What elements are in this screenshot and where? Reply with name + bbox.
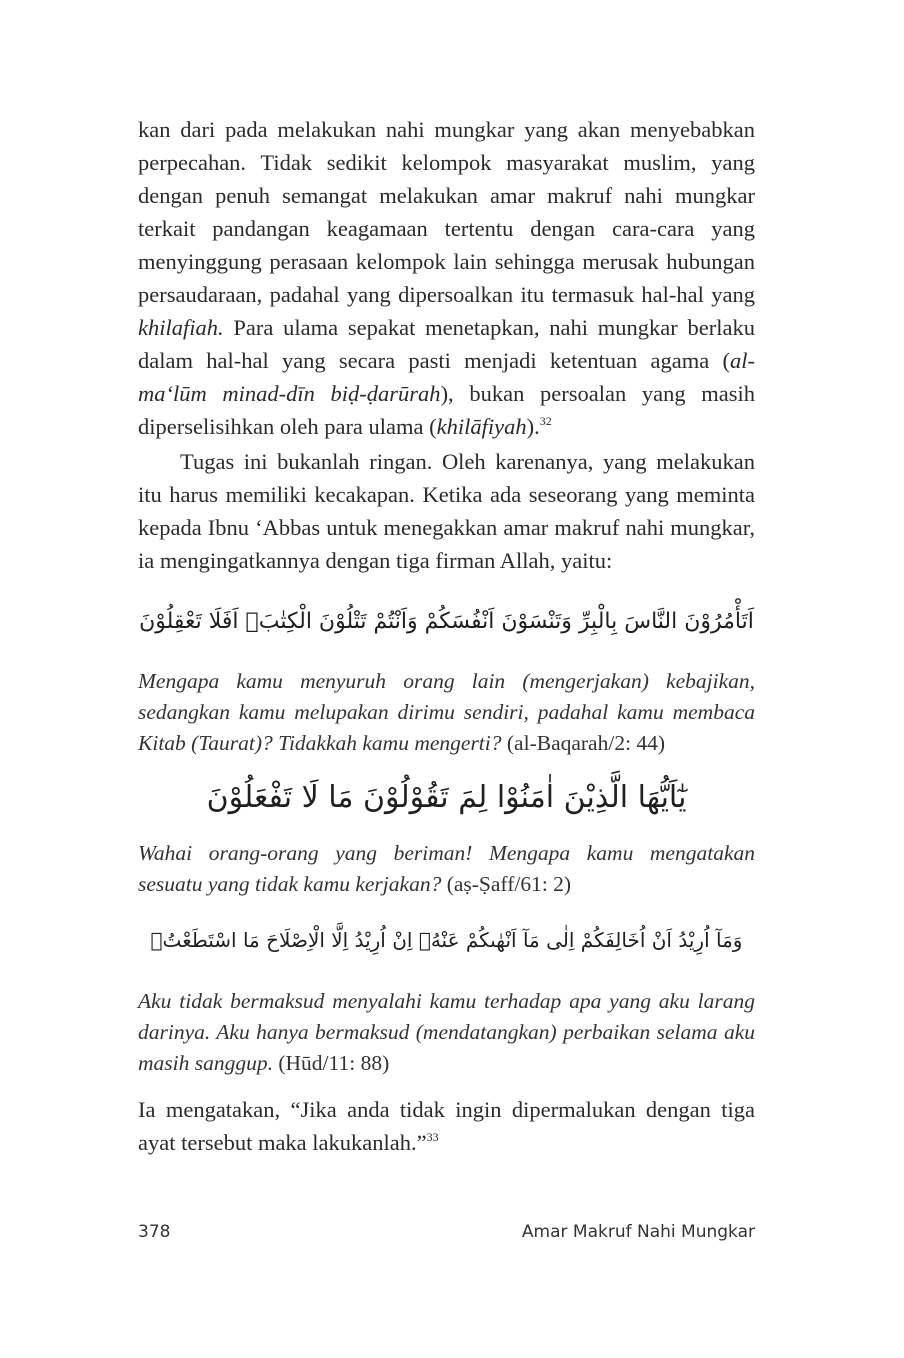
translation-text: Wahai orang-orang yang beriman! Mengapa kamu mengatakan sesuatu yang tidak kamu kerjakan?	[138, 841, 755, 896]
translation-text: Aku tidak bermaksud menyalahi kamu terhadap apa yang aku larang darinya. Aku hanya bermaksud (mendatangkan) perbaikan selama aku masih sanggup.	[138, 989, 755, 1075]
verse-3-arabic	[138, 918, 755, 962]
verse-1-translation	[138, 666, 755, 759]
verse-reference: (al-Baqarah/2: 44)	[506, 731, 666, 755]
footnote-ref-32: 32	[539, 414, 552, 428]
para2-text: Tugas ini bukanlah ringan. Oleh karenanya, yang melakukan itu harus memiliki kecakapan. Ketika ada seseorang yang meminta kepada Ibnu ‘Abbas untuk menegakkan amar makruf nahi mungkar, ia mengingatkannya dengan tiga firman Allah, yaitu:	[138, 449, 755, 573]
verse-2-arabic	[138, 776, 755, 820]
para1-text-b: Para ulama sepakat menetapkan, nahi mungkar berlaku dalam hal-hal yang secara pasti menjadi ketentuan agama (	[138, 315, 755, 373]
closing-text: Ia mengatakan, “Jika anda tidak ingin dipermalukan dengan tiga ayat tersebut maka lakukanlah.”	[138, 1097, 755, 1155]
verse-2-translation	[138, 838, 755, 900]
closing-paragraph	[138, 1093, 755, 1159]
verse-reference: (aṣ-Ṣaff/61: 2)	[446, 872, 572, 896]
paragraph-2	[138, 445, 755, 577]
para1-text-c: ), bukan persoalan yang masih diperselisihkan oleh para ulama (	[138, 381, 755, 439]
running-head: Amar Makruf Nahi Mungkar	[521, 1222, 755, 1242]
verse-reference: (Hūd/11: 88)	[278, 1051, 390, 1075]
arabic-verse-text: يٰٓاَيُّهَا الَّذِيْنَ اٰمَنُوْا لِمَ تَقُوْلُوْنَ مَا لَا تَفْعَلُوْنَ	[206, 780, 687, 815]
arabic-verse-text: اَتَأْمُرُوْنَ النَّاسَ بِالْبِرِّ وَتَنْسَوْنَ اَنْفُسَكُمْ وَاَنْتُمْ تَتْلُوْنَ الْكِتٰبَۗ اَفَلَا تَعْقِلُوْنَ	[139, 609, 754, 634]
translation-text: Mengapa kamu menyuruh orang lain (mengerjakan) kebajikan, sedangkan kamu melupakan dirimu sendiri, padahal kamu membaca Kitab (Taurat)? Tidakkah kamu mengerti?	[138, 669, 755, 755]
page-number: 378	[138, 1222, 171, 1242]
footnote-ref-33: 33	[426, 1130, 439, 1144]
para1-term-maklum: al-ma‘lūm minad-dīn biḍ-ḍarūrah	[138, 348, 755, 406]
para1-term-khilafiyah: khilāfiyah	[436, 414, 527, 439]
page-footer	[138, 1222, 755, 1246]
paragraph-1	[138, 113, 755, 443]
verse-3-translation	[138, 986, 755, 1079]
para1-text-d: ).	[526, 414, 540, 439]
para1-text-a: kan dari pada melakukan nahi mungkar yang akan menyebabkan perpecahan. Tidak sedikit kelompok masyarakat muslim, yang dengan penuh semangat melakukan amar makruf nahi mungkar terkait pandangan keagamaan tertentu dengan cara-cara yang menyinggung perasaan kelompok lain sehingga merusak hubungan persaudaraan, padahal yang dipersoalkan itu termasuk hal-hal yang	[138, 117, 755, 307]
para1-term-khilafiah: khilafiah.	[138, 315, 224, 340]
arabic-verse-text: وَمَآ اُرِيْدُ اَنْ اُخَالِفَكُمْ اِلٰى مَآ اَنْهٰىكُمْ عَنْهُۗ اِنْ اُرِيْدُ اِلَّا الْاِصْلَاحَ مَا اسْتَطَعْتُۗ	[150, 928, 743, 952]
verse-1-arabic	[138, 600, 755, 644]
